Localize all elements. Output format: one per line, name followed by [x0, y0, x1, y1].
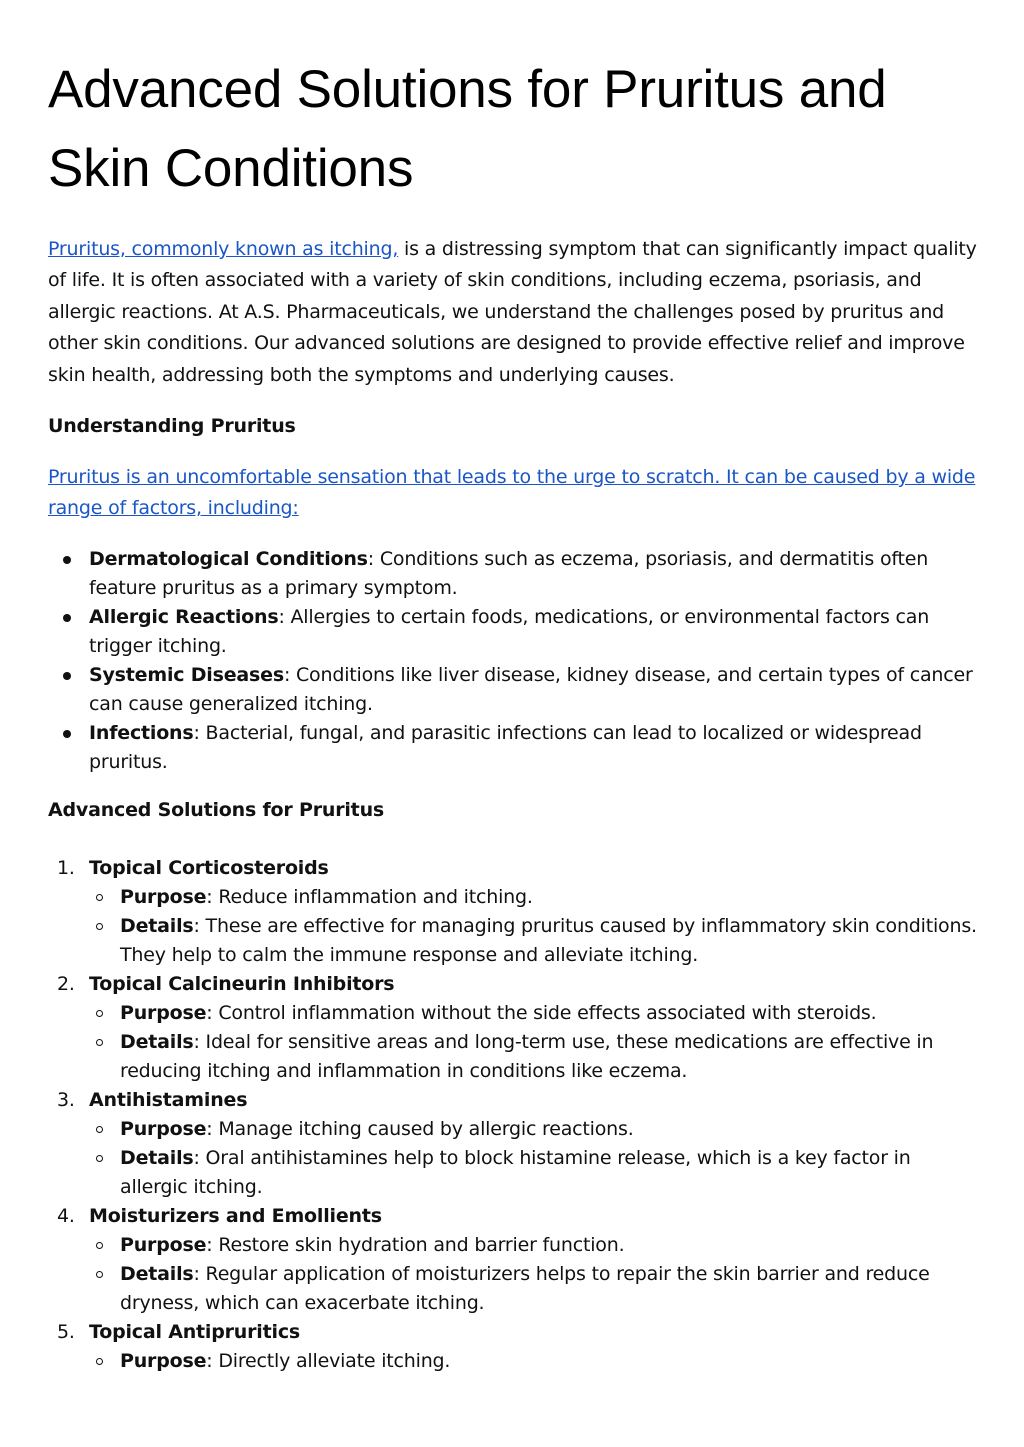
- solution-number: 1.: [57, 856, 75, 879]
- solution-item: [48, 854, 983, 970]
- bullet-icon: [63, 672, 71, 680]
- solution-sublist: [89, 1231, 983, 1318]
- solution-number: 4.: [57, 1204, 75, 1227]
- sub-item: [89, 999, 983, 1028]
- circle-bullet-icon: [96, 1039, 103, 1046]
- sub-item-text: : Restore skin hydration and barrier function.: [206, 1233, 625, 1256]
- document-page: [48, 50, 983, 1376]
- solution-sublist: [89, 1115, 983, 1202]
- list-item-term: Infections: [89, 721, 194, 744]
- circle-bullet-icon: [96, 923, 103, 930]
- bullet-icon: [63, 614, 71, 622]
- sub-item-text: : Reduce inflammation and itching.: [206, 885, 533, 908]
- sub-item: [89, 1260, 983, 1318]
- sub-item-term: Purpose: [120, 1001, 207, 1024]
- circle-bullet-icon: [96, 1271, 103, 1278]
- sub-item: [89, 1115, 983, 1144]
- circle-bullet-icon: [96, 894, 103, 901]
- sub-item-text: : Regular application of moisturizers helps to repair the skin barrier and reduce dryness, which can exacerbate itching.: [120, 1262, 930, 1314]
- solution-number: 3.: [57, 1088, 75, 1111]
- list-item: [48, 661, 983, 719]
- circle-bullet-icon: [96, 1010, 103, 1017]
- solution-title: Topical Antipruritics: [89, 1320, 300, 1343]
- solution-number: 2.: [57, 972, 75, 995]
- sub-item-text: : Manage itching caused by allergic reactions.: [206, 1117, 634, 1140]
- solution-sublist: [89, 883, 983, 970]
- sub-item-term: Purpose: [120, 1117, 207, 1140]
- sub-item-text: : Ideal for sensitive areas and long-term use, these medications are effective in reducing itching and inflammation in conditions like eczema.: [120, 1030, 934, 1082]
- intro-text: is a distressing symptom that can significantly impact quality of life. It is often associated with a variety of skin conditions, including eczema, psoriasis, and allergic reactions. At A.S. Pharmaceuticals, we understand the challenges posed by pruritus and other skin conditions. Our advanced solutions are designed to provide effective relief and improve skin health, addressing both the symptoms and underlying causes.: [48, 238, 977, 386]
- causes-list: [48, 545, 983, 777]
- sub-item: [89, 912, 983, 970]
- sub-item-term: Purpose: [120, 1349, 207, 1372]
- sub-item: [89, 883, 983, 912]
- list-item: [48, 545, 983, 603]
- solution-title: Moisturizers and Emollients: [89, 1204, 382, 1227]
- list-item-text: : Conditions like liver disease, kidney disease, and certain types of cancer can cause generalized itching.: [89, 663, 973, 715]
- solution-sublist: [89, 999, 983, 1086]
- sub-item: [89, 1231, 983, 1260]
- circle-bullet-icon: [96, 1358, 103, 1365]
- solution-title: Topical Corticosteroids: [89, 856, 329, 879]
- list-item-term: Allergic Reactions: [89, 605, 279, 628]
- solution-sublist: [89, 1347, 983, 1376]
- list-item-text: : Conditions such as eczema, psoriasis, and dermatitis often feature pruritus as a primary symptom.: [89, 547, 929, 599]
- bullet-icon: [63, 730, 71, 738]
- intro-paragraph: [48, 234, 983, 391]
- sub-item-term: Details: [120, 1030, 194, 1053]
- sub-item-text: : Oral antihistamines help to block histamine release, which is a key factor in allergic itching.: [120, 1146, 911, 1198]
- circle-bullet-icon: [96, 1155, 103, 1162]
- list-item-term: Systemic Diseases: [89, 663, 284, 686]
- understanding-heading: Understanding Pruritus: [48, 415, 296, 438]
- sub-item-term: Details: [120, 1262, 194, 1285]
- solution-title: Topical Calcineurin Inhibitors: [89, 972, 395, 995]
- solution-title: Antihistamines: [89, 1088, 248, 1111]
- bullet-icon: [63, 556, 71, 564]
- circle-bullet-icon: [96, 1242, 103, 1249]
- solution-item: [48, 1202, 983, 1318]
- sub-item: [89, 1144, 983, 1202]
- solution-number: 5.: [57, 1320, 75, 1343]
- list-item-term: Dermatological Conditions: [89, 547, 368, 570]
- sub-item-text: : Directly alleviate itching.: [206, 1349, 451, 1372]
- sub-item-term: Details: [120, 1146, 194, 1169]
- sub-item-text: : Control inflammation without the side effects associated with steroids.: [206, 1001, 877, 1024]
- page-title: Advanced Solutions for Pruritus and Skin Conditions: [48, 60, 887, 198]
- circle-bullet-icon: [96, 1126, 103, 1133]
- solution-item: [48, 970, 983, 1086]
- sub-item: [89, 1347, 983, 1376]
- sub-item-text: : These are effective for managing pruritus caused by inflammatory skin conditions. They help to calm the immune response and alleviate itching.: [120, 914, 977, 966]
- solutions-heading: Advanced Solutions for Pruritus: [48, 798, 385, 821]
- solution-item: [48, 1318, 983, 1376]
- solutions-list: [48, 854, 983, 1376]
- list-item-text: : Allergies to certain foods, medications, or environmental factors can trigger itching.: [89, 605, 930, 657]
- solution-item: [48, 1086, 983, 1202]
- understanding-paragraph: [48, 462, 983, 525]
- sub-item: [89, 1028, 983, 1086]
- intro-link[interactable]: Pruritus, commonly known as itching,: [48, 238, 399, 260]
- sub-item-term: Details: [120, 914, 194, 937]
- sub-item-term: Purpose: [120, 885, 207, 908]
- sub-item-term: Purpose: [120, 1233, 207, 1256]
- list-item-text: : Bacterial, fungal, and parasitic infections can lead to localized or widespread pruritus.: [89, 721, 922, 773]
- list-item: [48, 603, 983, 661]
- list-item: [48, 719, 983, 777]
- understanding-link[interactable]: Pruritus is an uncomfortable sensation that leads to the urge to scratch. It can be caused by a wide range of factors, including:: [48, 466, 976, 520]
